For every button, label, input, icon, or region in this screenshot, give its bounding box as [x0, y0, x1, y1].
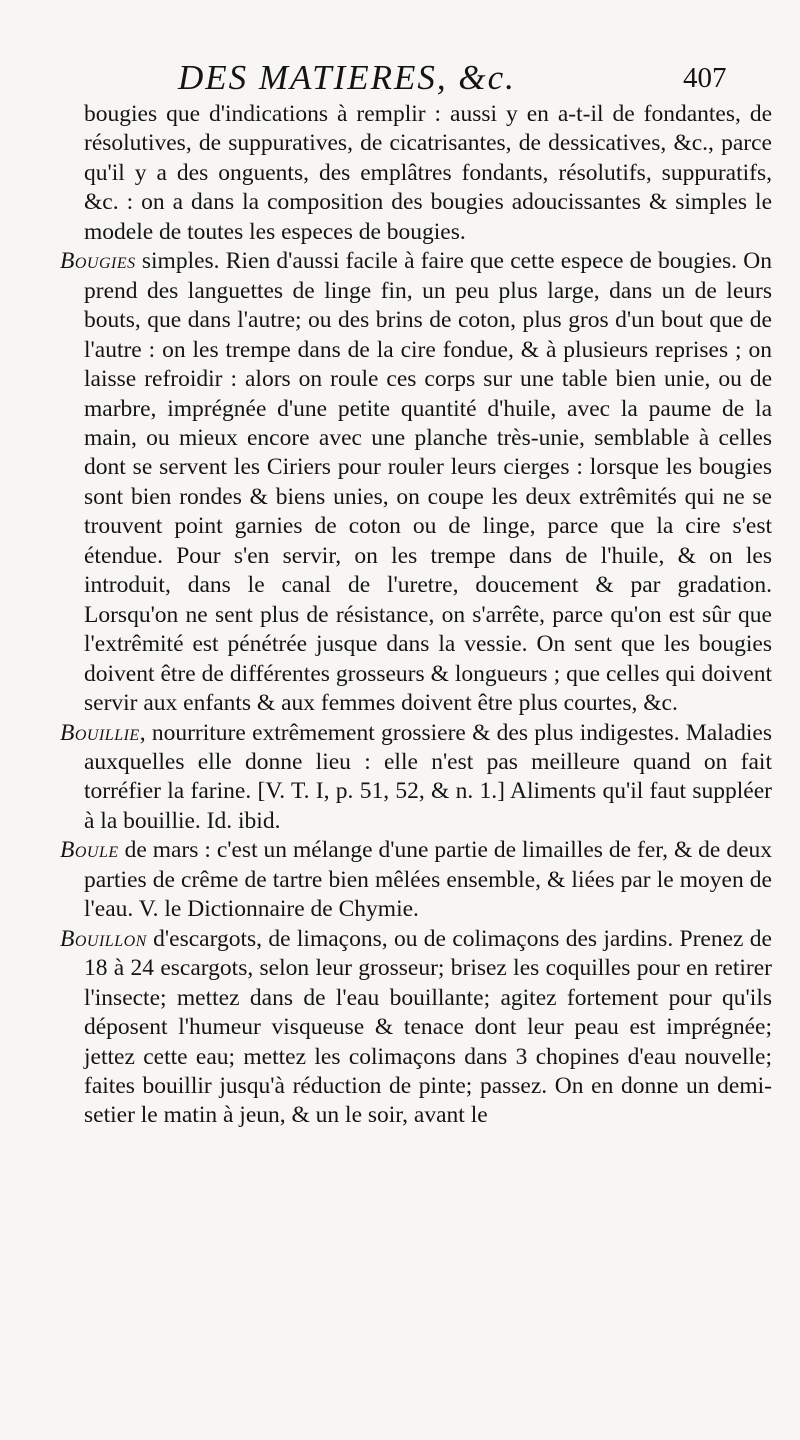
- headword: Boule: [60, 837, 119, 864]
- paragraph-continuation: [60, 100, 772, 247]
- page-header: [0, 58, 800, 102]
- page-body: [60, 100, 772, 1131]
- headword: Bouillie: [60, 719, 140, 746]
- entry-bouillie: [60, 719, 772, 837]
- headword: Bouillon: [60, 925, 147, 952]
- paragraph-text: bougies que d'indications à remplir : aussi y en a-t-il de fondantes, de résolutives, de suppuratives, de cicatrisantes, de dessicatives, &c., parce qu'il y a des onguents, des emplâtres fondants, résolutifs, suppuratifs, &c. : on a dans la composition des bougies adoucissantes & simples le modele de toutes les especes de bougies.: [84, 101, 772, 245]
- running-title: DES MATIERES, &c.: [178, 58, 516, 97]
- page-number: 407: [683, 62, 727, 94]
- entry-boule-de-mars: [60, 836, 772, 924]
- entry-text: , nourriture extrêmement grossiere & des plus indigestes. Maladies auxquelles elle donne lieu : elle n'est pas meilleure quand on fait torréfier la farine. [V. T. I, p. 51, 52, & n. 1.] Aliments qu'il faut suppléer à la bouillie. Id. ibid.: [84, 719, 772, 834]
- entry-bouillon-escargots: [60, 925, 772, 1131]
- entry-text: d'escargots, de limaçons, ou de colimaçons des jardins. Prenez de 18 à 24 escargots, selon leur grosseur; brisez les coquilles pour en retirer l'insecte; mettez dans de l'eau bouillante; agitez fortement pour qu'ils déposent l'humeur visqueuse & tenace dont leur peau est imprégnée; jettez cette eau; mettez les colimaçons dans 3 chopines d'eau nouvelle; faites bouillir jusqu'à réduction de pinte; passez. On en donne un demi-setier le matin à jeun, & un le soir, avant le: [84, 925, 772, 1129]
- entry-text: de mars : c'est un mélange d'une partie de limailles de fer, & de deux parties de crême de tartre bien mêlées ensemble, & liées par le moyen de l'eau. V. le Dictionnaire de Chymie.: [84, 837, 772, 923]
- entry-text: simples. Rien d'aussi facile à faire que cette espece de bougies. On prend des languettes de linge fin, un peu plus large, dans un de leurs bouts, que dans l'autre; ou des brins de coton, plus gros d'un bout que de l'autre : on les trempe dans de la cire fondue, & à plusieurs reprises ; on laisse refroidir : alors on roule ces corps sur une table bien unie, ou de marbre, imprégnée d'une petite quantité d'huile, avec la paume de la main, ou mieux encore avec une planche très-unie, semblable à celles dont se servent les Ciriers pour rouler leurs cierges : lorsque les bougies sont bien rondes & biens unies, on coupe les deux extrêmités qui ne se trouvent point garnies de coton ou de linge, parce que la cire s'est étendue. Pour s'en servir, on les trempe dans de l'huile, & on les introduit, dans le canal de l'uretre, doucement & par gradation. Lorsqu'on ne sent plus de résistance, on s'arrête, parce qu'on est sûr que l'extrêmité est pénétrée jusque dans la vessie. On sent que les bougies doivent être de différentes grosseurs & longueurs ; que celles qui doivent servir aux enfants & aux femmes doivent être plus courtes, &c.: [84, 248, 773, 717]
- headword: Bougies: [60, 248, 136, 275]
- entry-bougies-simples: [60, 247, 772, 718]
